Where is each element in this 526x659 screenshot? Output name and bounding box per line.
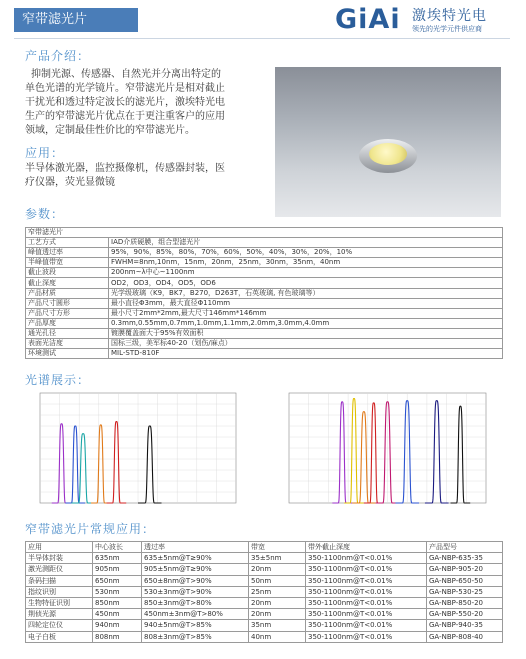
cell: 450nm±3nm@T>80%	[142, 609, 249, 620]
cell: 350-1100nm@T<0.01%	[306, 575, 427, 586]
table-row	[26, 553, 503, 564]
company-logo	[335, 3, 520, 37]
param-key: 峰值透过率	[26, 248, 109, 258]
table-row	[26, 258, 503, 268]
table-row	[26, 288, 503, 298]
param-value: MIL-STD-810F	[109, 349, 503, 359]
cell: 25nm	[249, 586, 306, 597]
param-key: 表面光洁度	[26, 339, 109, 349]
param-value: 95%，90%，85%，80%，70%，60%，50%，40%，30%，20%，10%	[109, 248, 503, 258]
cell: 530nm	[93, 586, 142, 597]
usage-heading: 应用：	[25, 146, 65, 160]
param-value: 最小直径Φ3mm，最大直径Φ110mm	[109, 298, 503, 308]
cell: 激光测距仪	[26, 564, 93, 575]
table-row	[26, 564, 503, 575]
table-row	[26, 609, 503, 620]
param-key: 环境测试	[26, 349, 109, 359]
intro-line: 单色光谱的光学镜片。窄带滤光片是相对截止	[25, 83, 225, 94]
param-value: FWHM=8nm,10nm，15nm，20nm，25nm，30nm，35nm，40nm	[109, 258, 503, 268]
cell: 350-1100nm@T<0.01%	[306, 631, 427, 642]
param-value: OD2，OD3，OD4，OD5，OD6	[109, 278, 503, 288]
usage-line: 半导体激光器，监控摄像机，传感器封装，医	[25, 163, 225, 174]
table-row	[26, 238, 503, 248]
spectrum-chart-right	[277, 389, 490, 517]
param-key: 通光孔径	[26, 328, 109, 338]
usage-text	[25, 162, 270, 190]
cell: 指纹识别	[26, 586, 93, 597]
cell: 905nm	[93, 564, 142, 575]
cell: 905±5nm@T≥90%	[142, 564, 249, 575]
cell: 450nm	[93, 609, 142, 620]
cell: 850nm	[93, 597, 142, 608]
param-key: 截止深度	[26, 278, 109, 288]
table-row	[26, 586, 503, 597]
intro-line: 干扰光和透过特定波长的滤光片，激埃特光电	[25, 97, 225, 108]
table-row	[26, 268, 503, 278]
cell: 350-1100nm@T<0.01%	[306, 553, 427, 564]
spectrum-heading: 光谱展示：	[25, 373, 91, 387]
cell: 40nm	[249, 631, 306, 642]
table-row	[26, 349, 503, 359]
cell: 50nm	[249, 575, 306, 586]
apps-table	[25, 541, 503, 643]
cell: 350-1100nm@T<0.01%	[306, 620, 427, 631]
param-key: 产品尺寸圆形	[26, 298, 109, 308]
column-header: 中心波长	[93, 542, 142, 553]
cell: 350-1100nm@T<0.01%	[306, 609, 427, 620]
cell: 530±3nm@T>90%	[142, 586, 249, 597]
logo-slogan: 领先的光学元件供应商	[412, 25, 482, 33]
filter-lens-image	[369, 143, 407, 165]
table-row	[26, 298, 503, 308]
table-row	[26, 248, 503, 258]
param-value: 光学级玻璃（K9，BK7，B270，D263T，石英玻璃, 有色玻璃等）	[109, 288, 503, 298]
cell: GA-NBP-905-20	[427, 564, 503, 575]
params-table	[25, 227, 503, 359]
page-title: 窄带滤光片	[14, 8, 138, 32]
param-value: 0.3mm,0.55mm,0.7mm,1.0mm,1.1mm,2.0mm,3.0mm,4.0mm	[109, 318, 503, 328]
param-key: 截止波段	[26, 268, 109, 278]
cell: GA-NBP-940-35	[427, 620, 503, 631]
usage-line: 疗仪器，荧光显微镜	[25, 177, 115, 188]
cell: 20nm	[249, 564, 306, 575]
cell: 35±5nm	[249, 553, 306, 564]
cell: 20nm	[249, 597, 306, 608]
cell: 20nm	[249, 609, 306, 620]
column-header: 产品型号	[427, 542, 503, 553]
param-value: 最小尺寸2mm*2mm,最大尺寸146mm*146mm	[109, 308, 503, 318]
param-key: 产品尺寸方形	[26, 308, 109, 318]
param-key: 半峰值带宽	[26, 258, 109, 268]
cell: GA-NBP-550-20	[427, 609, 503, 620]
spectrum-chart-left	[28, 389, 240, 517]
cell: GA-NBP-635-35	[427, 553, 503, 564]
cell: 635nm	[93, 553, 142, 564]
intro-line: 生产的窄带滤光片优点在于更注重客户的应用	[25, 111, 225, 122]
column-header: 透过率	[142, 542, 249, 553]
cell: 650nm	[93, 575, 142, 586]
intro-line: 抑制光源、传感器、自然光并分离出特定的	[31, 69, 221, 80]
product-photo	[275, 67, 501, 217]
table-row	[26, 597, 503, 608]
table-row	[26, 278, 503, 288]
table-row	[26, 308, 503, 318]
table-row	[26, 620, 503, 631]
table-row	[26, 328, 503, 338]
param-value: 国标三级，美军标40-20（划伤/麻点）	[109, 339, 503, 349]
intro-heading: 产品介绍：	[25, 49, 91, 63]
column-header: 带宽	[249, 542, 306, 553]
table-row	[26, 631, 503, 642]
cell: GA-NBP-808-40	[427, 631, 503, 642]
param-key: 工艺方式	[26, 238, 109, 248]
cell: GA-NBP-650-50	[427, 575, 503, 586]
column-header: 带外截止深度	[306, 542, 427, 553]
param-key: 产品厚度	[26, 318, 109, 328]
table-row	[26, 318, 503, 328]
intro-line: 领域，定制最佳性价比的窄带滤光片。	[25, 125, 195, 136]
cell: 半导体封装	[26, 553, 93, 564]
logo-mark: GiAi	[335, 4, 401, 35]
params-table-title: 窄带滤光片	[26, 228, 503, 238]
cell: 650±8nm@T>90%	[142, 575, 249, 586]
logo-company-name: 激埃特光电	[412, 8, 487, 24]
table-row	[26, 339, 503, 349]
cell: 四轮定位仪	[26, 620, 93, 631]
param-key: 产品材质	[26, 288, 109, 298]
column-header: 应用	[26, 542, 93, 553]
apps-heading: 窄带滤光片常规应用：	[25, 522, 156, 536]
cell: 350-1100nm@T<0.01%	[306, 597, 427, 608]
cell: 808nm	[93, 631, 142, 642]
cell: GA-NBP-530-25	[427, 586, 503, 597]
cell: 35nm	[249, 620, 306, 631]
param-value: 200nm~λ中心~1100nm	[109, 268, 503, 278]
cell: 808±3nm@T>85%	[142, 631, 249, 642]
header-divider	[14, 38, 510, 39]
cell: 电子白板	[26, 631, 93, 642]
cell: 350-1100nm@T<0.01%	[306, 564, 427, 575]
cell: 荆侦光源	[26, 609, 93, 620]
table-header-row	[26, 542, 503, 553]
cell: 940±5nm@T>85%	[142, 620, 249, 631]
table-row	[26, 228, 503, 238]
intro-text	[25, 68, 270, 138]
cell: 350-1100nm@T<0.01%	[306, 586, 427, 597]
params-heading: 参数：	[25, 207, 65, 221]
param-value: IAD介质硬膜，组合型滤光片	[109, 238, 503, 248]
table-row	[26, 575, 503, 586]
cell: 生物特征识别	[26, 597, 93, 608]
cell: 条码扫描	[26, 575, 93, 586]
cell: 850±3nm@T>80%	[142, 597, 249, 608]
cell: GA-NBP-850-20	[427, 597, 503, 608]
cell: 635±5nm@T≥90%	[142, 553, 249, 564]
param-value: 镀膜覆盖面大于95%有效面积	[109, 328, 503, 338]
cell: 940nm	[93, 620, 142, 631]
